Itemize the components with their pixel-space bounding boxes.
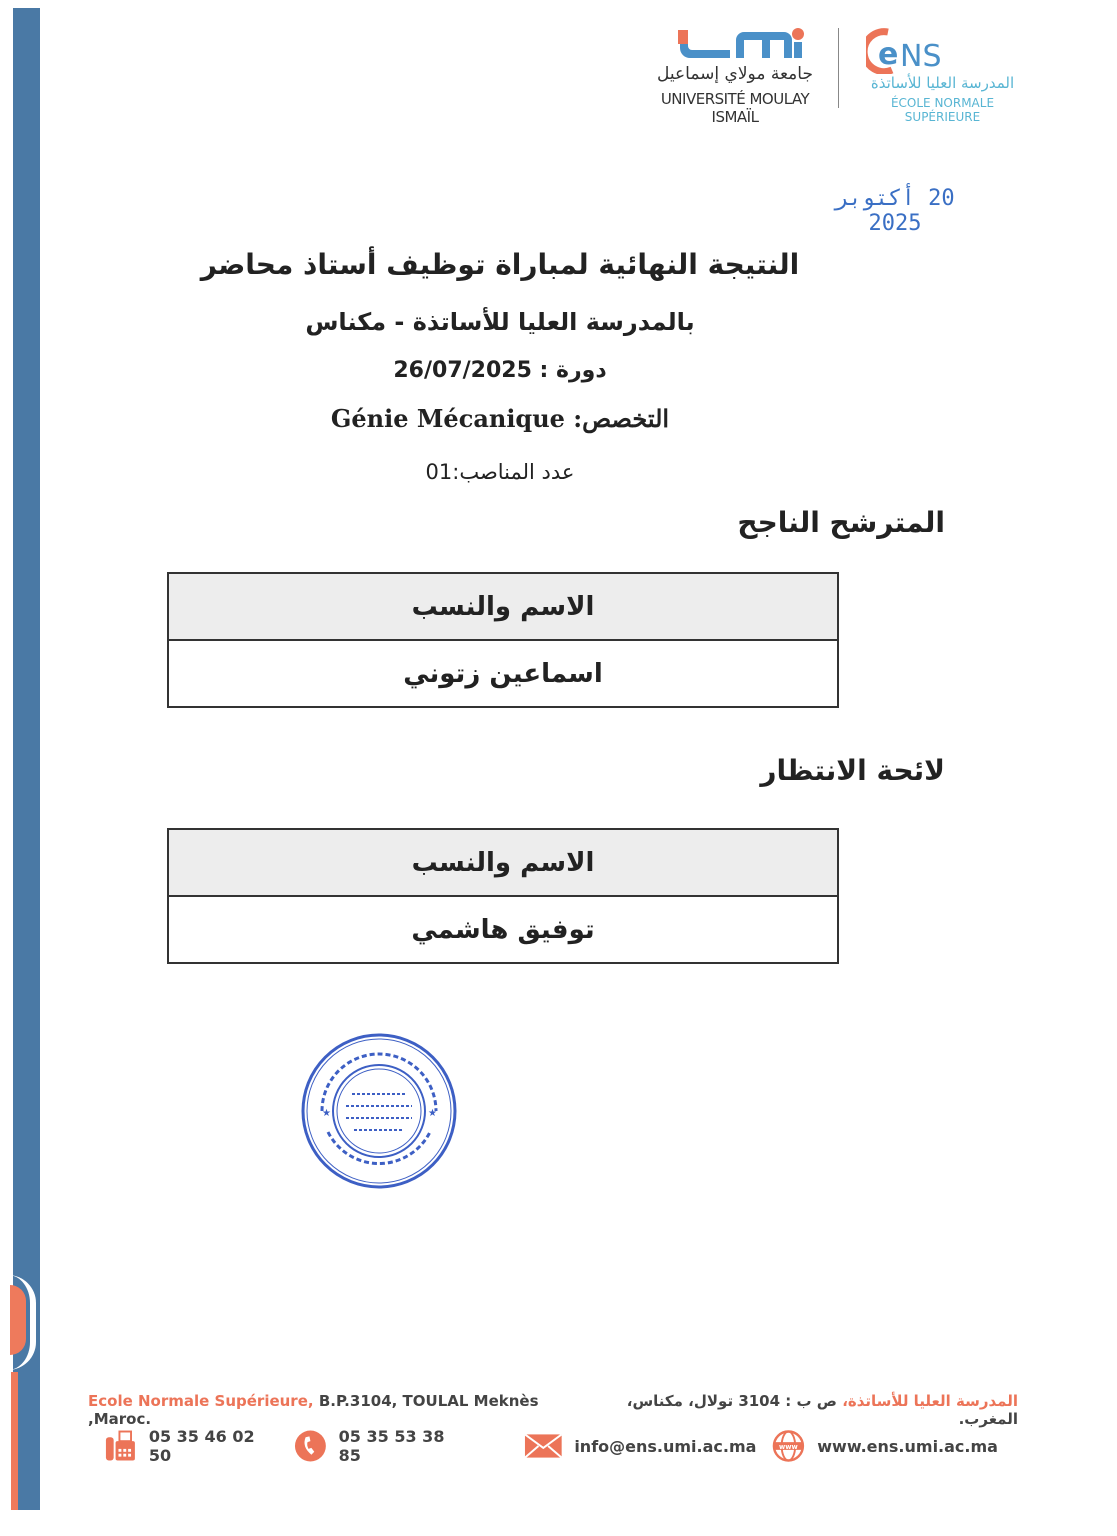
candidate-name: اسماعين زتوني	[168, 640, 838, 707]
umi-name-arabic: جامعة مولاي إسماعيل	[657, 64, 813, 84]
email-address: info@ens.umi.ac.ma	[574, 1436, 757, 1456]
website-url: www.ens.umi.ac.ma	[817, 1436, 998, 1456]
fax-number: 05 35 46 02 50	[148, 1427, 255, 1465]
waiting-list-table	[167, 828, 839, 964]
logo-divider	[838, 28, 839, 108]
official-seal	[300, 1032, 458, 1190]
footer-address	[88, 1392, 1018, 1428]
address-french: Ecole Normale Supérieure, B.P.3104, TOULAL Meknès ,Maroc.	[88, 1392, 539, 1428]
svg-text:NS: NS	[900, 39, 942, 74]
session-date: دورة : 26/07/2025	[393, 358, 607, 383]
document-subtitle: بالمدرسة العليا للأساتذة - مكناس	[305, 308, 695, 336]
successful-table	[167, 572, 839, 708]
phone-icon	[294, 1429, 327, 1463]
fax-icon	[104, 1429, 137, 1463]
ens-name-french: ÉCOLE NORMALE SUPÉRIEURE	[890, 96, 995, 124]
address-arabic: المدرسة العليا للأساتذة، ص ب : 3104 تولال، مكناس، المغرب.	[626, 1392, 1018, 1428]
svg-text:e: e	[878, 37, 899, 72]
table-header-row	[168, 829, 838, 896]
email-icon	[524, 1429, 563, 1463]
phone-number: 05 35 53 38 85	[338, 1427, 445, 1465]
umi-logo	[676, 26, 806, 62]
specialty: التخصص: Génie Mécanique	[330, 404, 670, 433]
ens-name-arabic: المدرسة العليا للأساتذة	[870, 74, 1015, 92]
svg-text:★: ★	[428, 1108, 437, 1119]
successful-heading: المترشح الناجح	[737, 506, 945, 539]
waiting-list-heading: لائحة الانتظار	[760, 754, 945, 787]
umi-name-french: UNIVERSITÉ MOULAY ISMAÏL	[660, 90, 810, 126]
svg-text:www: www	[779, 1442, 799, 1451]
column-header: الاسم والنسب	[168, 573, 838, 640]
table-header-row	[168, 573, 838, 640]
globe-www-icon	[772, 1429, 805, 1463]
footer-contacts	[104, 1428, 1014, 1464]
table-row	[168, 640, 838, 707]
table-row	[168, 896, 838, 963]
candidate-name: توفيق هاشمي	[168, 896, 838, 963]
svg-text:★: ★	[322, 1108, 331, 1119]
side-orange-line	[11, 1372, 18, 1510]
column-header: الاسم والنسب	[168, 829, 838, 896]
positions-count: عدد المناصب:01	[425, 460, 575, 484]
received-date-stamp: 20 أكتوبر 2025	[835, 186, 955, 236]
ens-logo	[866, 28, 946, 74]
document-title: النتيجة النهائية لمباراة توظيف أستاذ محاضر	[200, 248, 800, 281]
side-orange-arc	[10, 1285, 26, 1355]
